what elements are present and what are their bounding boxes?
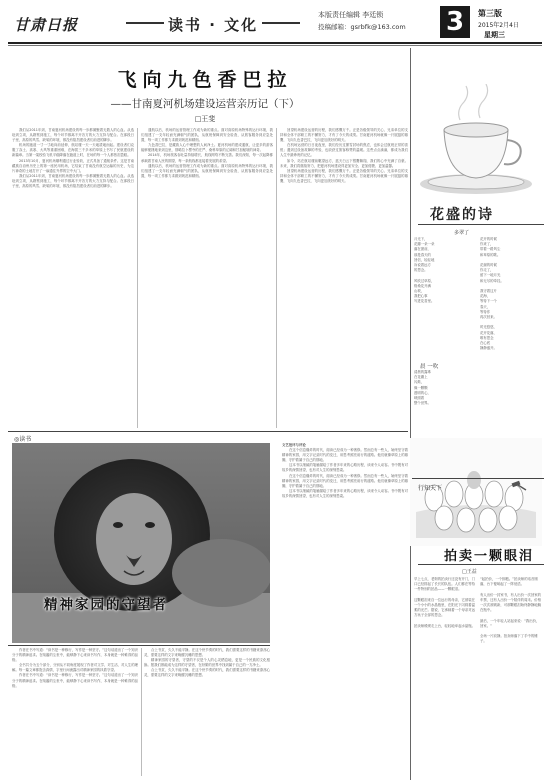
article-subtitle: ——甘南夏河机场建设运营亲历记（下）	[110, 98, 300, 110]
masthead-rule	[8, 42, 542, 44]
poem-stanza: 花开的时候 你来了， 带着一路风尘 和草原的歌。 花谢的时候 你走了， 留下一地月光 和无尽的牵挂。 我守着这片 花海， 等待下一个 春天， 等待你 再次回来。 时光悠悠， 花开花落， 唯有思念 在心底 静静盛开。	[480, 237, 504, 351]
paragraph: 如今，站在航站楼前眺望远方，蓝天白云下银鹰翱翔，我们的心中充满了自豪。未来，我们将继续努力，把夏河机场建设得更加安全、更加便捷、更加温馨。	[280, 158, 408, 168]
editor-credit: 本版责任编辑 李廷锁	[318, 11, 384, 19]
masthead	[0, 0, 550, 46]
auction-title-rule	[418, 564, 544, 565]
gavel-icon	[510, 480, 528, 492]
poem-section-title: 花盛的诗	[430, 207, 494, 223]
photo-caption: 精神家园的守望者	[44, 597, 168, 613]
paragraph: 作者在书中写道：“读书是一种修行，写作是一种坚守。”这句话道出了一个知识分子的精神追求。在喧嚣的尘世中，能够静下心来读书写作，本身就是一种难得的品格。	[12, 673, 138, 688]
newspaper-logo: 甘肃日报	[14, 16, 79, 34]
paragraph: 九色香巴拉，是藏族人心中理想的人间净土。夏河机场的建成通航，让更多的游客能够便捷地来到这里，领略拉卜楞寺的庄严、桑科草原的辽阔和甘加秘境的神奇。	[141, 143, 273, 153]
article-author: □王斐	[194, 115, 216, 123]
poem-title-rule	[418, 224, 544, 225]
masthead-rule-thin	[8, 45, 542, 46]
paragraph: 在这个信息爆炸的时代，阅读已经成为一种奢侈。然而总有一些人，始终坚守着精神的家园，用文字记录时代的变迁，用思考照亮前行的道路。他们就像草原上的雄狮，守护着属于自己的领地。	[282, 473, 408, 488]
section-divider	[8, 431, 408, 432]
article-column-1	[12, 128, 134, 430]
column-divider	[137, 128, 138, 428]
auction-column-1: 早上七点，老街的拍卖行还没有开门，门口已经排起了长长的队伍。人们都在等待一件特别的拍品——一颗眼泪。 这颗眼泪来自一位远行的母亲，它被装在一个小小的水晶瓶里，在阳光下闪烁着温柔的光芒。据说，它承载着一个母亲对远方孩子全部的思念。 拍卖师缓缓走上台，轻轻地举起水晶瓶。	[414, 577, 476, 628]
issue-weekday: 星期三	[484, 31, 505, 39]
section-ornament-left	[126, 22, 164, 24]
article-title: 飞向九色香巴拉	[117, 69, 293, 91]
auction-column-2: “起拍价，一个拥抱。”拍卖师的话音刚落，台下便响起了一阵低语。 有人出价一封家书，有人出价一次回家的车票，还有人出价一个陪伴的周末。价格一次次被刷新，可那颗眼泪始终静静地躺在瓶中。 最后，一个年轻人站起来说：“我出价，回家。” 全场一片寂静。拍卖师落下了手中的锤子。	[480, 577, 542, 644]
column-divider	[276, 128, 277, 428]
paragraph: 精神家园的守望者，守望的不仅是个人的心灵栖息地，更是一个民族的文化根脉。愿我们都能成为这样的守望者，在纷繁的世界中找到属于自己的一方净土。	[144, 658, 270, 668]
section-title: 读书 · 文化	[168, 16, 259, 34]
poem-stanza: 月光下， 花瓣一朵一朵 落在窗前， 那是春天的 回信，轻轻地 诉说着远方 的思念。 风吹过草原， 格桑花开满 山坡， 我把心事 写进花香里。	[414, 237, 435, 304]
paragraph: 我们从2011年到，甘南夏河机场建设的每一步都凝聚着无数人的心血。从选址到立项，从勘察到施工，每个环节都离不开各方的大力支持与配合。在那段日子里，高原的风雪、缺氧的环境，都没有阻挡建设者们前进的脚步。	[12, 128, 134, 143]
paragraph: 通航以后，机场的运营管理工作成为新的重点。面对高原机场特殊的运行环境，我们组建了一支年轻而充满朝气的团队，从航班保障到安全检查，从旅客服务到应急处置，每一项工作都力求做到规范和精细。	[141, 163, 273, 178]
poem-stanza: 清晨的露珠 在花瓣上 闪烁， 像一颗颗 透明的心， 映照着 整个世界。	[414, 370, 431, 406]
section-label-travel: 行知天下	[418, 485, 443, 492]
photo-divider	[8, 645, 270, 646]
submission-email[interactable]: 投稿邮箱：gsrbfk@163.com	[318, 23, 406, 31]
paragraph: 在机场运营的日日夜夜里，我们经历过暴雪封场的焦虑，也体会过航班正常的喜悦；遇到过设备故障的考验，也收获过旅客称赞的温暖。这些点点滴滴，都成为我们人生中最珍贵的记忆。	[280, 143, 408, 158]
eggs-illustration	[410, 438, 542, 546]
paragraph: 机场的跑道一寸一寸地向前延伸，航站楼一天一天地拔地而起。建设者们克服了冻土、高寒、大风等重重困难，在海拔三千多米的草原上书写了民航建设的新篇章。当第一架校验飞机平稳降落在跑道上时，在场的每一个人都热泪盈眶。	[12, 143, 134, 158]
poem-subtitle: 晨 一吹	[420, 364, 439, 370]
article-column-3	[280, 128, 408, 430]
auction-article-author: □王益	[462, 569, 477, 575]
page-number-badge: 3	[440, 6, 470, 38]
lion-photo	[12, 443, 270, 643]
paragraph: 这本书以细腻的笔触描绘了作者多年来的心路历程，读来令人动容。书中既有对故乡的深情回望，也有对人生的深刻思索。	[282, 488, 408, 498]
paragraph: 我们从2011年到，甘南夏河机场建设的每一步都凝聚着无数人的心血。从选址到立项，从勘察到施工，每个环节都离不开各方的大力支持与配合。在那段日子里，高原的风雪、缺氧的环境，都没有阻挡建设者们前进的脚步。	[12, 173, 134, 189]
review-column-1	[12, 648, 138, 778]
auction-article-title: 拍卖一颗眼泪	[444, 549, 535, 564]
paragraph: 全书共分为五个部分，分别从不同角度展现了作者对文学、对生活、对人生的理解。每一篇文章都饱含真情，字里行间流露出对精神家园的执着守望。	[12, 663, 138, 673]
section-ornament-right	[262, 22, 300, 24]
paragraph: 作者在书中写道：“读书是一种修行，写作是一种坚守。”这句话道出了一个知识分子的精神追求。在喧嚣的尘世中，能够静下心来读书写作，本身就是一种难得的品格。	[12, 648, 138, 663]
section-label-reading: ◎读书	[14, 436, 32, 443]
issue-date: 2015年2月4日	[478, 22, 519, 29]
paragraph: 合上书页，久久不能平静。在这个快节奏的时代，我们需要这样的书籍来涤荡心灵，需要这样的文字来唤醒沉睡的思想。	[144, 648, 270, 658]
review-column-2	[144, 648, 270, 778]
paragraph: 回望机场建设运营的历程，我们感慨万千。正是各级领导的关心、兄弟单位的支持和全体干部职工的不懈努力，才有了今天的成绩。甘南夏河机场就像一只展翅的雄鹰，飞向九色香巴拉，飞向更加美好的明天。	[280, 168, 408, 183]
paragraph: 在这个信息爆炸的时代，阅读已经成为一种奢侈。然而总有一些人，始终坚守着精神的家园，用文字记录时代的变迁，用思考照亮前行的道路。他们就像草原上的雄狮，守护着属于自己的领地。	[282, 448, 408, 463]
paragraph: 通航以后，机场的运营管理工作成为新的重点。面对高原机场特殊的运行环境，我们组建了一支年轻而充满朝气的团队，从航班保障到安全检查，从旅客服务到应急处置，每一项工作都力求做到规范和精细。	[141, 128, 273, 143]
paragraph: 这本书以细腻的笔触描绘了作者多年来的心路历程，读来令人动容。书中既有对故乡的深情回望，也有对人生的深刻思索。	[282, 463, 408, 473]
paragraph: 2013年10月，夏河机场顺利通过行业验收，正式具备了通航条件。这是甘南藏族自治州历史上的第一座民用机场，它结束了甘南没有航空运输的历史，为这片神奇的土地打开了一扇通往外界的空中大门。	[12, 158, 134, 173]
edition-label: 第三版	[478, 9, 502, 18]
article-column-2	[141, 128, 273, 430]
paragraph: 2014年，机场旅客吞吐量持续增长，航线网络不断完善。我们深知，每一次起降都承载着甘南人民的期望，每一条航线都连接着发展的希望。	[141, 153, 273, 163]
paragraph: 文艺批评与评论	[282, 443, 306, 447]
review-intro-column	[282, 443, 408, 643]
section-divider	[412, 478, 544, 479]
column-divider	[141, 648, 142, 776]
poem-author: 多翠了	[454, 230, 470, 236]
teacup-illustration	[410, 84, 542, 200]
paragraph: 合上书页，久久不能平静。在这个快节奏的时代，我们需要这样的书籍来涤荡心灵，需要这样的文字来唤醒沉睡的思想。	[144, 668, 270, 678]
paragraph: 回望机场建设运营的历程，我们感慨万千。正是各级领导的关心、兄弟单位的支持和全体干部职工的不懈努力，才有了今天的成绩。甘南夏河机场就像一只展翅的雄鹰，飞向九色香巴拉，飞向更加美好的明天。	[280, 128, 408, 143]
